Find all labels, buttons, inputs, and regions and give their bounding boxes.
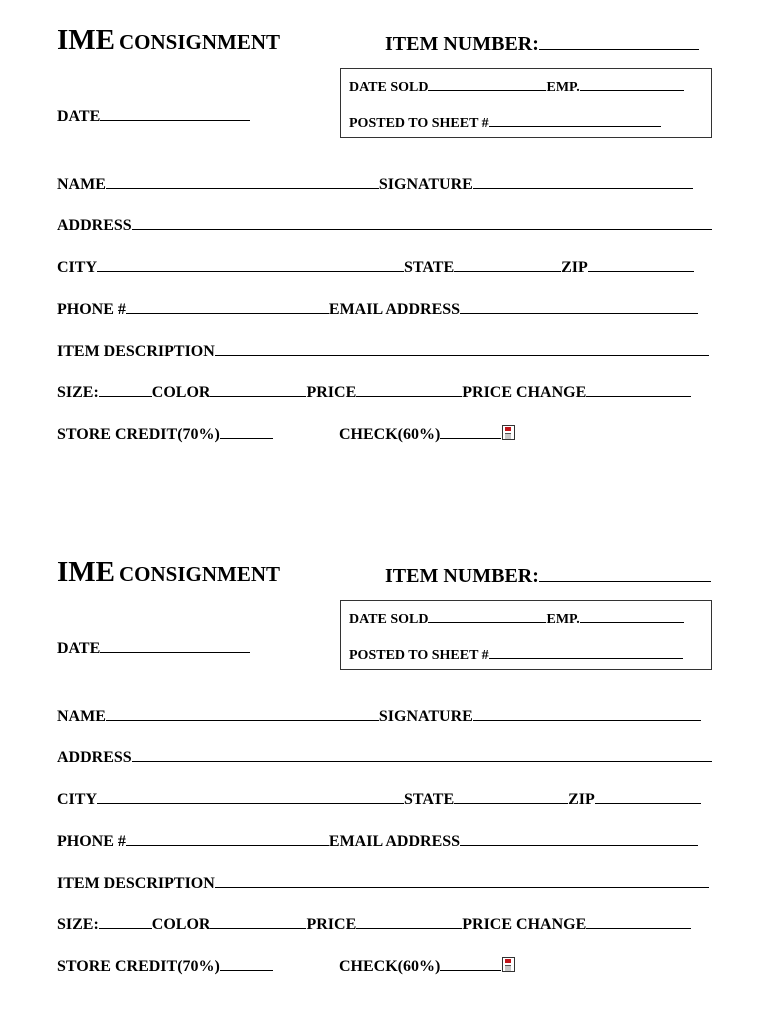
zip-label: ZIP: [568, 791, 595, 808]
address-row: [57, 747, 712, 767]
size-row: [57, 914, 691, 934]
check-label: CHECK(60%): [339, 426, 441, 443]
city-row: [57, 257, 694, 277]
phone-row: [57, 299, 698, 319]
size-row: [57, 382, 691, 402]
item-description-row: [57, 341, 709, 361]
zip-label: ZIP: [561, 259, 588, 276]
title-consignment: CONSIGNMENT: [119, 30, 281, 54]
city-row: [57, 789, 701, 809]
color-line[interactable]: [210, 914, 306, 929]
item-description-row: [57, 873, 709, 893]
brand-name: IME: [57, 24, 115, 56]
city-line[interactable]: [97, 257, 404, 272]
sale-record-box: [340, 68, 712, 138]
email-label: EMAIL ADDRESS: [328, 301, 461, 318]
price-change-label: PRICE CHANGE: [462, 916, 587, 933]
store-credit-label: STORE CREDIT(70%): [57, 958, 220, 975]
date-sold-label: DATE SOLD: [349, 612, 429, 627]
price-label: PRICE: [306, 384, 357, 401]
name-line[interactable]: [106, 174, 379, 189]
item-number-label: ITEM NUMBER:: [385, 565, 539, 587]
state-label: STATE: [404, 259, 455, 276]
date-sold-line[interactable]: [428, 608, 546, 623]
save-icon[interactable]: [502, 425, 515, 440]
item-description-line[interactable]: [215, 341, 709, 356]
signature-line[interactable]: [473, 706, 701, 721]
price-change-label: PRICE CHANGE: [462, 384, 587, 401]
consignment-form-1: [0, 0, 770, 500]
payment-row: [57, 424, 273, 444]
price-change-line[interactable]: [586, 382, 691, 397]
name-row: [57, 706, 701, 726]
check-label: CHECK(60%): [339, 958, 441, 975]
name-line[interactable]: [106, 706, 379, 721]
item-number-label: ITEM NUMBER:: [385, 33, 539, 55]
date-sold-line[interactable]: [428, 76, 546, 91]
check-field: [339, 956, 515, 976]
address-row: [57, 215, 712, 235]
date-sold-row: [349, 76, 684, 96]
check-line[interactable]: [440, 424, 501, 439]
store-credit-label: STORE CREDIT(70%): [57, 426, 220, 443]
phone-label: PHONE #: [57, 301, 126, 318]
price-label: PRICE: [306, 916, 357, 933]
posted-line[interactable]: [489, 112, 661, 127]
emp-line[interactable]: [580, 76, 684, 91]
color-label: COLOR: [151, 916, 211, 933]
size-line[interactable]: [99, 382, 152, 397]
size-label: SIZE:: [57, 384, 99, 401]
phone-label: PHONE #: [57, 833, 126, 850]
store-credit-line[interactable]: [220, 956, 273, 971]
item-description-line[interactable]: [215, 873, 709, 888]
item-description-label: ITEM DESCRIPTION: [57, 343, 215, 360]
email-line[interactable]: [460, 831, 698, 846]
price-change-line[interactable]: [586, 914, 691, 929]
item-number-line[interactable]: [539, 581, 711, 582]
posted-label: POSTED TO SHEET #: [349, 116, 489, 131]
city-line[interactable]: [97, 789, 404, 804]
color-label: COLOR: [151, 384, 211, 401]
item-description-label: ITEM DESCRIPTION: [57, 875, 215, 892]
title-consignment: CONSIGNMENT: [119, 562, 281, 586]
price-line[interactable]: [356, 914, 462, 929]
name-label: NAME: [57, 176, 106, 193]
state-line[interactable]: [454, 789, 568, 804]
address-line[interactable]: [132, 747, 712, 762]
date-field[interactable]: [57, 638, 250, 658]
form-title: [57, 556, 280, 589]
address-label: ADDRESS: [57, 217, 132, 234]
date-sold-label: DATE SOLD: [349, 80, 429, 95]
date-line[interactable]: [100, 106, 250, 121]
form-title: [57, 24, 280, 57]
sale-record-box: [340, 600, 712, 670]
item-number-field[interactable]: [385, 33, 699, 56]
city-label: CITY: [57, 259, 98, 276]
phone-line[interactable]: [126, 299, 329, 314]
date-line[interactable]: [100, 638, 250, 653]
price-line[interactable]: [356, 382, 462, 397]
size-label: SIZE:: [57, 916, 99, 933]
item-number-field[interactable]: [385, 565, 711, 588]
address-line[interactable]: [132, 215, 712, 230]
name-row: [57, 174, 693, 194]
signature-line[interactable]: [473, 174, 693, 189]
state-label: STATE: [404, 791, 455, 808]
date-label: DATE: [57, 108, 101, 125]
phone-row: [57, 831, 698, 851]
posted-row: [349, 644, 683, 664]
posted-line[interactable]: [489, 644, 683, 659]
zip-line[interactable]: [595, 789, 701, 804]
emp-line[interactable]: [580, 608, 684, 623]
item-number-line[interactable]: [539, 49, 699, 50]
email-label: EMAIL ADDRESS: [328, 833, 461, 850]
email-line[interactable]: [460, 299, 698, 314]
date-label: DATE: [57, 640, 101, 657]
posted-row: [349, 112, 661, 132]
save-icon[interactable]: [502, 957, 515, 972]
signature-label: SIGNATURE: [378, 708, 473, 725]
signature-label: SIGNATURE: [378, 176, 473, 193]
payment-row: [57, 956, 273, 976]
check-line[interactable]: [440, 956, 501, 971]
brand-name: IME: [57, 556, 115, 588]
date-field[interactable]: [57, 106, 250, 126]
check-field: [339, 424, 515, 444]
state-line[interactable]: [454, 257, 561, 272]
store-credit-line[interactable]: [220, 424, 273, 439]
name-label: NAME: [57, 708, 106, 725]
zip-line[interactable]: [588, 257, 694, 272]
city-label: CITY: [57, 791, 98, 808]
address-label: ADDRESS: [57, 749, 132, 766]
posted-label: POSTED TO SHEET #: [349, 648, 489, 663]
date-sold-row: [349, 608, 684, 628]
size-line[interactable]: [99, 914, 152, 929]
phone-line[interactable]: [126, 831, 329, 846]
emp-label: EMP.: [546, 80, 580, 95]
color-line[interactable]: [210, 382, 306, 397]
emp-label: EMP.: [546, 612, 580, 627]
consignment-form-2: [0, 532, 770, 1032]
